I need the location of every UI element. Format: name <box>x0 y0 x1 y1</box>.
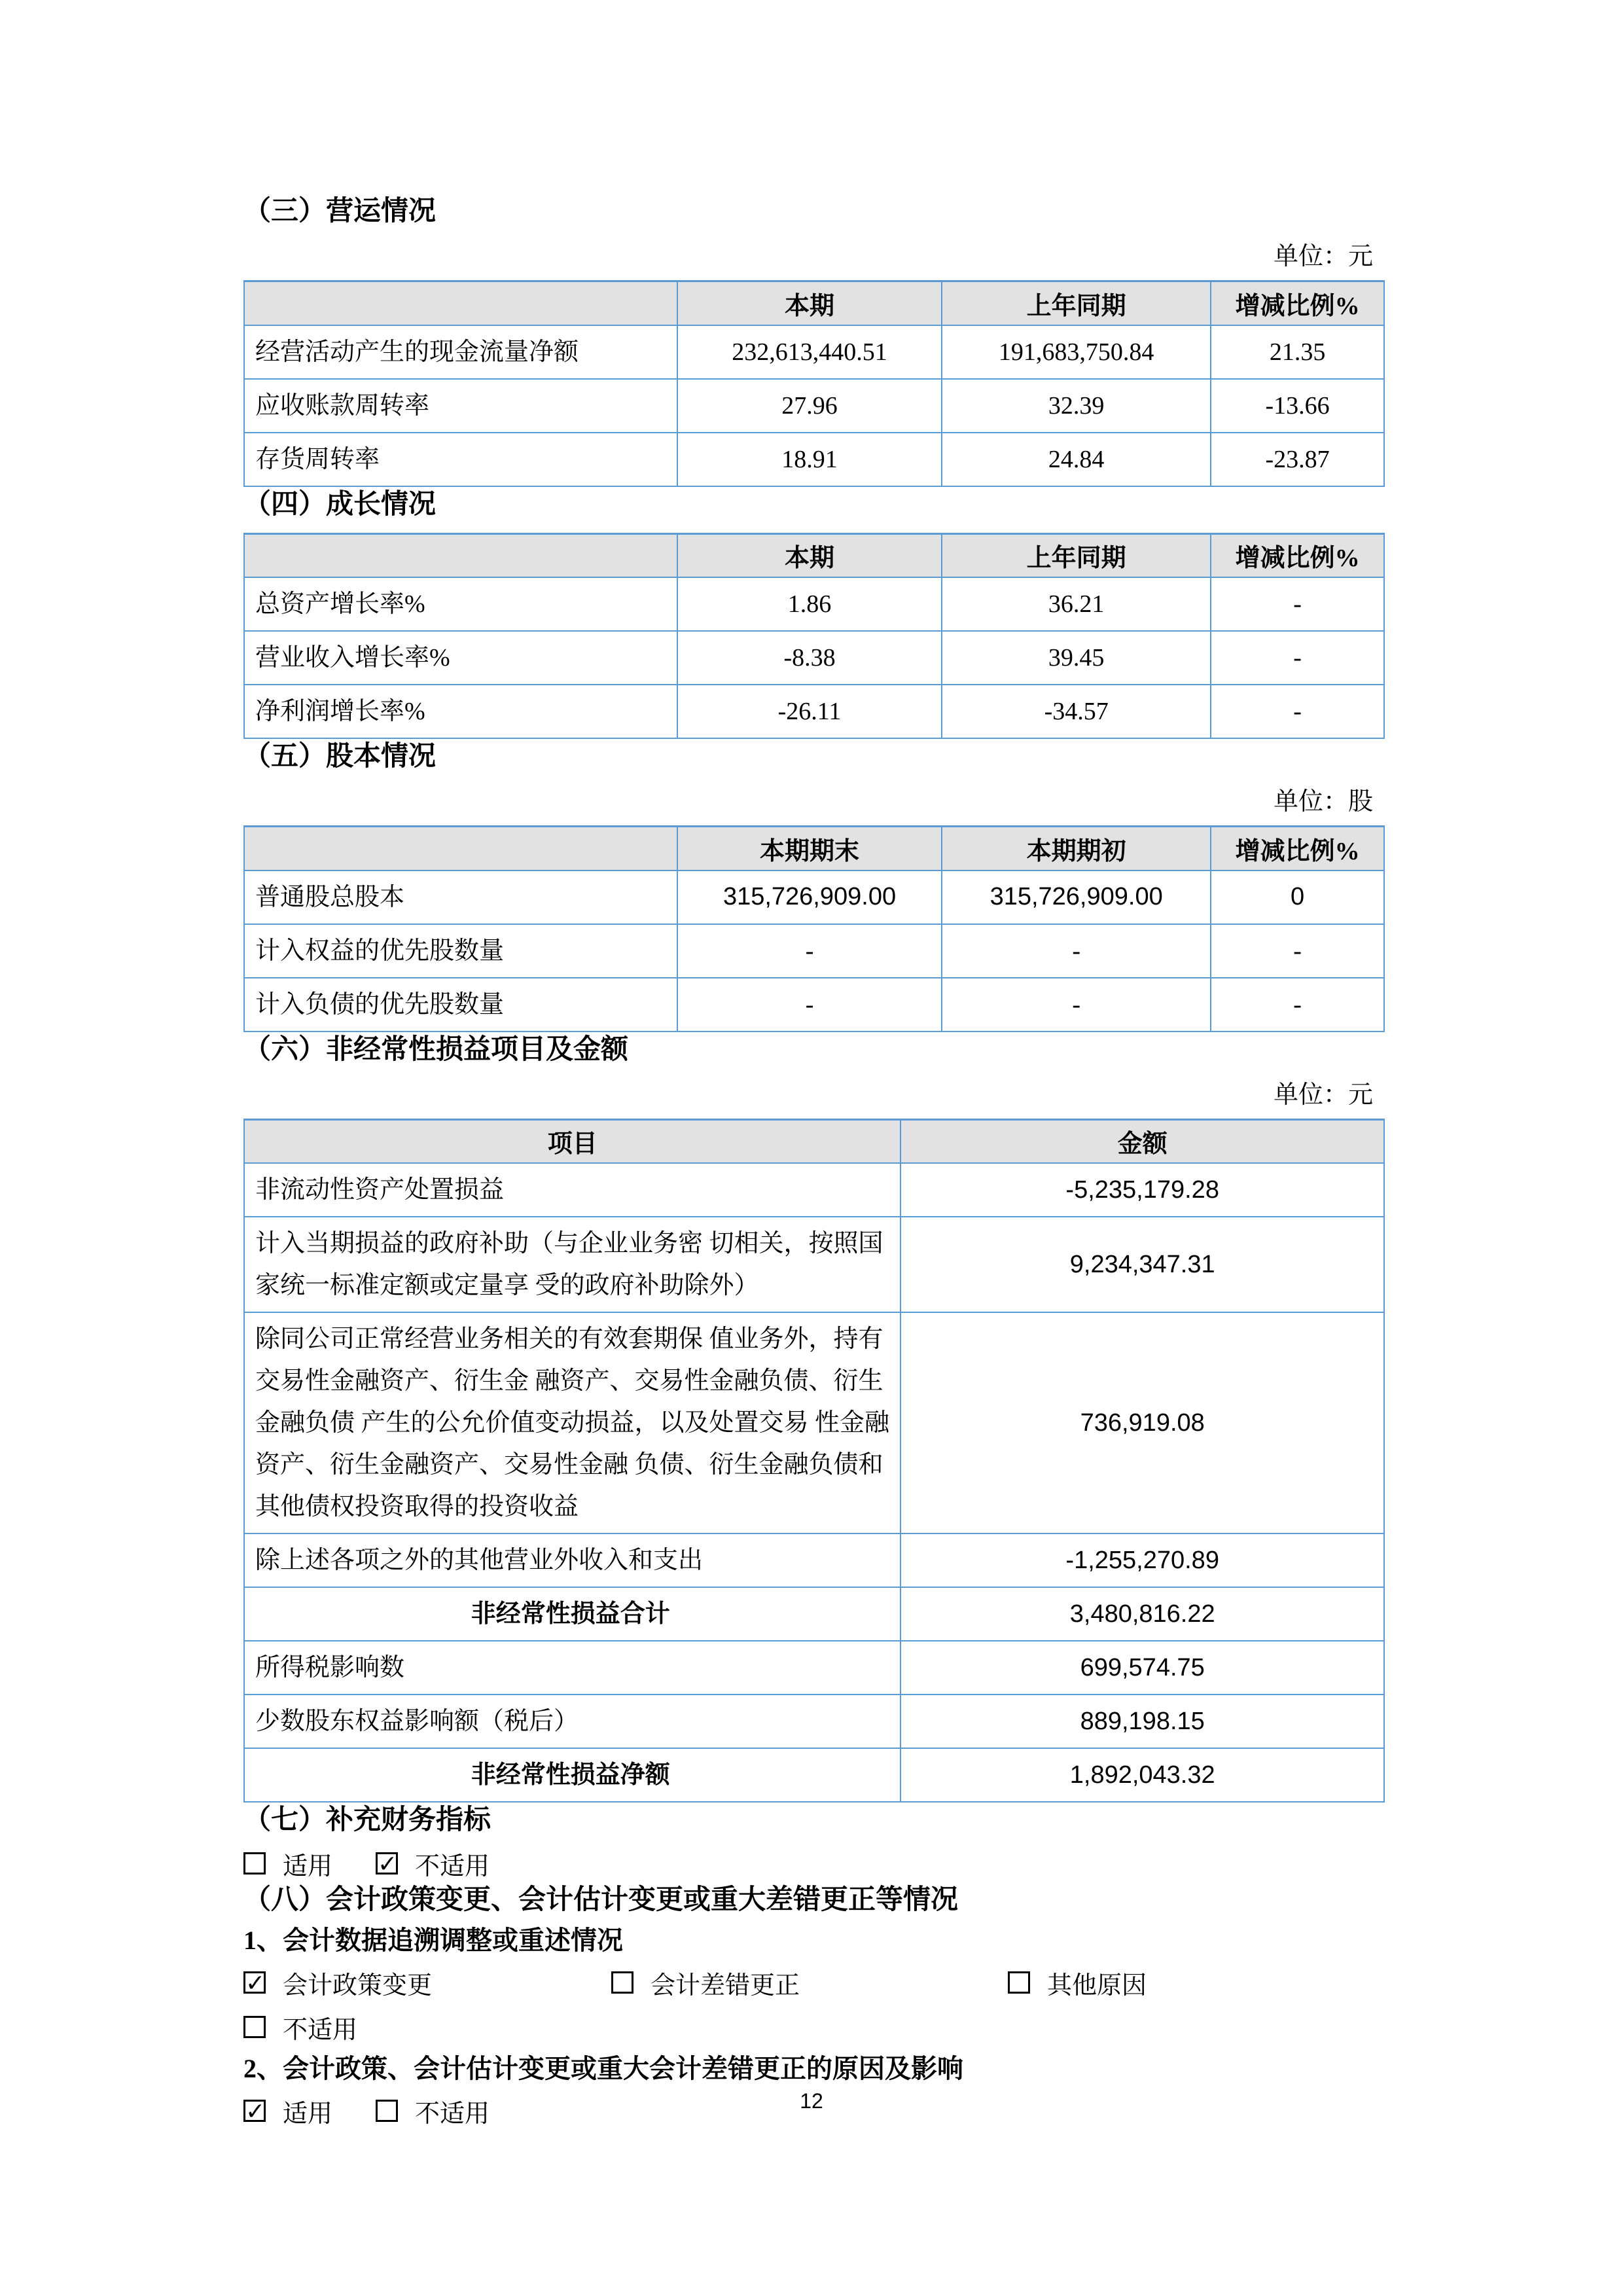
table-row <box>244 1695 1384 1748</box>
checkbox-label: 会计政策变更 <box>283 1971 433 2000</box>
checkbox-checked-icon: ✓ <box>243 1971 266 1994</box>
table-row <box>244 1163 1384 1217</box>
row-value: 315,726,909.00 <box>677 870 942 924</box>
checkbox-label: 不适用 <box>283 2016 358 2044</box>
row-label: 除同公司正常经营业务相关的有效套期保 值业务外，持有交易性金融资产、衍生金 融资产、交易性金融负债、衍生金融负债 产生的公允价值变动损益，以及处置交易 性金融资产、衍生金融资产、交易性金融 负债、衍生金融负债和其他债权投资取得的投资收益 <box>244 1312 901 1534</box>
table-row <box>244 631 1384 685</box>
header-cell-item: 项目 <box>244 1119 901 1163</box>
checkbox-icon <box>611 1971 633 1994</box>
option-policy-change <box>243 1965 611 2001</box>
section-6-title: （六）非经常性损益项目及金额 <box>243 1034 629 1065</box>
checkbox-checked-icon: ✓ <box>243 2100 266 2122</box>
row-label: 营业收入增长率% <box>244 631 677 685</box>
header-cell-change: 增减比例% <box>1211 281 1384 325</box>
row-value: -26.11 <box>677 685 942 738</box>
row-value: 27.96 <box>677 379 942 433</box>
checkbox-checked-icon: ✓ <box>376 1852 398 1874</box>
header-cell-prior: 上年同期 <box>942 281 1211 325</box>
non-recurring-items-table <box>243 1119 1385 1803</box>
checkbox-label: 其他原因 <box>1047 1971 1147 2000</box>
row-label: 非流动性资产处置损益 <box>244 1163 901 1217</box>
table-header-row <box>244 281 1384 325</box>
header-cell-change: 增减比例% <box>1211 827 1384 870</box>
row-label: 总资产增长率% <box>244 577 677 631</box>
row-value: -13.66 <box>1211 379 1384 433</box>
table-row <box>244 1312 1384 1534</box>
row-label: 经营活动产生的现金流量净额 <box>244 325 677 379</box>
row-value: 191,683,750.84 <box>942 325 1211 379</box>
checkbox-label: 不适用 <box>415 1852 490 1880</box>
row-value: - <box>677 978 942 1031</box>
header-cell-current: 本期 <box>677 533 942 577</box>
row-label: 除上述各项之外的其他营业外收入和支出 <box>244 1534 901 1587</box>
row-value: - <box>1211 577 1384 631</box>
row-value: 889,198.15 <box>901 1695 1384 1748</box>
row-label: 存货周转率 <box>244 433 677 486</box>
row-value: 0 <box>1211 870 1384 924</box>
table-header-row <box>244 533 1384 577</box>
checkbox-icon <box>1008 1971 1030 1994</box>
row-value: 3,480,816.22 <box>901 1587 1384 1641</box>
option-not-applicable <box>376 1846 490 1882</box>
option-applicable <box>243 1846 332 1882</box>
row-label: 应收账款周转率 <box>244 379 677 433</box>
row-value: 36.21 <box>942 577 1211 631</box>
row-label: 计入负债的优先股数量 <box>244 978 677 1031</box>
table-row <box>244 870 1384 924</box>
unit-label-shares: 单位：股 <box>1273 788 1373 816</box>
subsection-2-title: 2、会计政策、会计估计变更或重大会计差错更正的原因及影响 <box>243 2054 963 2083</box>
section-8-title: （八）会计政策变更、会计估计变更或重大差错更正等情况 <box>243 1885 959 1915</box>
row-label-total: 非经常性损益合计 <box>244 1587 901 1641</box>
table-row <box>244 1641 1384 1695</box>
table-row <box>244 433 1384 486</box>
row-value: 24.84 <box>942 433 1211 486</box>
row-value: - <box>1211 631 1384 685</box>
header-cell-period-begin: 本期期初 <box>942 827 1211 870</box>
row-label: 计入当期损益的政府补助（与企业业务密 切相关，按照国家统一标准定额或定量享 受的政府补助除外） <box>244 1217 901 1312</box>
unit-label-yuan: 单位：元 <box>1273 243 1373 270</box>
row-value: - <box>1211 978 1384 1031</box>
checkbox-label: 不适用 <box>415 2100 490 2128</box>
row-value: -34.57 <box>942 685 1211 738</box>
header-cell-blank <box>244 827 677 870</box>
row-value: 39.45 <box>942 631 1211 685</box>
row-value: 18.91 <box>677 433 942 486</box>
checkbox-icon <box>243 2016 266 2038</box>
applicability-options <box>243 1844 1385 1882</box>
row-value: - <box>942 924 1211 978</box>
row-label: 普通股总股本 <box>244 870 677 924</box>
header-cell-change: 增减比例% <box>1211 533 1384 577</box>
row-label-net-total: 非经常性损益净额 <box>244 1748 901 1802</box>
option-error-correction <box>611 1965 1008 2001</box>
row-value: -5,235,179.28 <box>901 1163 1384 1217</box>
operations-table <box>243 280 1385 487</box>
row-value: 21.35 <box>1211 325 1384 379</box>
row-value: 1.86 <box>677 577 942 631</box>
option-not-applicable <box>243 2009 357 2045</box>
row-value: 9,234,347.31 <box>901 1217 1384 1312</box>
restatement-reason-options <box>243 1964 1385 2001</box>
row-value: - <box>1211 924 1384 978</box>
table-row <box>244 978 1384 1031</box>
section-3-title: （三）营运情况 <box>243 196 437 226</box>
section-7-title: （七）补充财务指标 <box>243 1805 491 1835</box>
header-cell-amount: 金额 <box>901 1119 1384 1163</box>
checkbox-label: 会计差错更正 <box>651 1971 800 2000</box>
row-value: 699,574.75 <box>901 1641 1384 1695</box>
checkbox-label: 适用 <box>283 1852 333 1880</box>
table-header-row <box>244 827 1384 870</box>
row-value: - <box>942 978 1211 1031</box>
row-value: 736,919.08 <box>901 1312 1384 1534</box>
row-value: 315,726,909.00 <box>942 870 1211 924</box>
table-row <box>244 379 1384 433</box>
row-value: -1,255,270.89 <box>901 1534 1384 1587</box>
option-other-reason <box>1008 1965 1147 2001</box>
table-row <box>244 577 1384 631</box>
header-cell-prior: 上年同期 <box>942 533 1211 577</box>
row-value: -23.87 <box>1211 433 1384 486</box>
row-label: 所得税影响数 <box>244 1641 901 1695</box>
section-5-title: （五）股本情况 <box>243 742 437 772</box>
section-4-title: （四）成长情况 <box>243 489 437 520</box>
table-row-total <box>244 1587 1384 1641</box>
row-label: 少数股东权益影响额（税后） <box>244 1695 901 1748</box>
header-cell-blank <box>244 533 677 577</box>
table-row <box>244 1217 1384 1312</box>
row-value: - <box>1211 685 1384 738</box>
checkbox-label: 适用 <box>283 2100 333 2128</box>
header-cell-blank <box>244 281 677 325</box>
table-row <box>244 685 1384 738</box>
row-value: 1,892,043.32 <box>901 1748 1384 1802</box>
subsection-1-title: 1、会计数据追溯调整或重述情况 <box>243 1926 623 1955</box>
checkbox-icon <box>243 1852 266 1874</box>
page-number: 12 <box>800 2089 823 2113</box>
table-header-row <box>244 1119 1384 1163</box>
row-label: 净利润增长率% <box>244 685 677 738</box>
table-row <box>244 1534 1384 1587</box>
row-label: 计入权益的优先股数量 <box>244 924 677 978</box>
row-value: 32.39 <box>942 379 1211 433</box>
row-value: 232,613,440.51 <box>677 325 942 379</box>
row-value: - <box>677 924 942 978</box>
unit-label-yuan: 单位：元 <box>1273 1081 1373 1109</box>
table-row <box>244 924 1384 978</box>
document-body <box>243 194 1385 2130</box>
header-cell-period-end: 本期期末 <box>677 827 942 870</box>
row-value: -8.38 <box>677 631 942 685</box>
table-row-net-total <box>244 1748 1384 1802</box>
table-row <box>244 325 1384 379</box>
growth-table <box>243 533 1385 740</box>
share-capital-table <box>243 825 1385 1032</box>
restatement-na-option <box>243 2008 1385 2046</box>
header-cell-current: 本期 <box>677 281 942 325</box>
